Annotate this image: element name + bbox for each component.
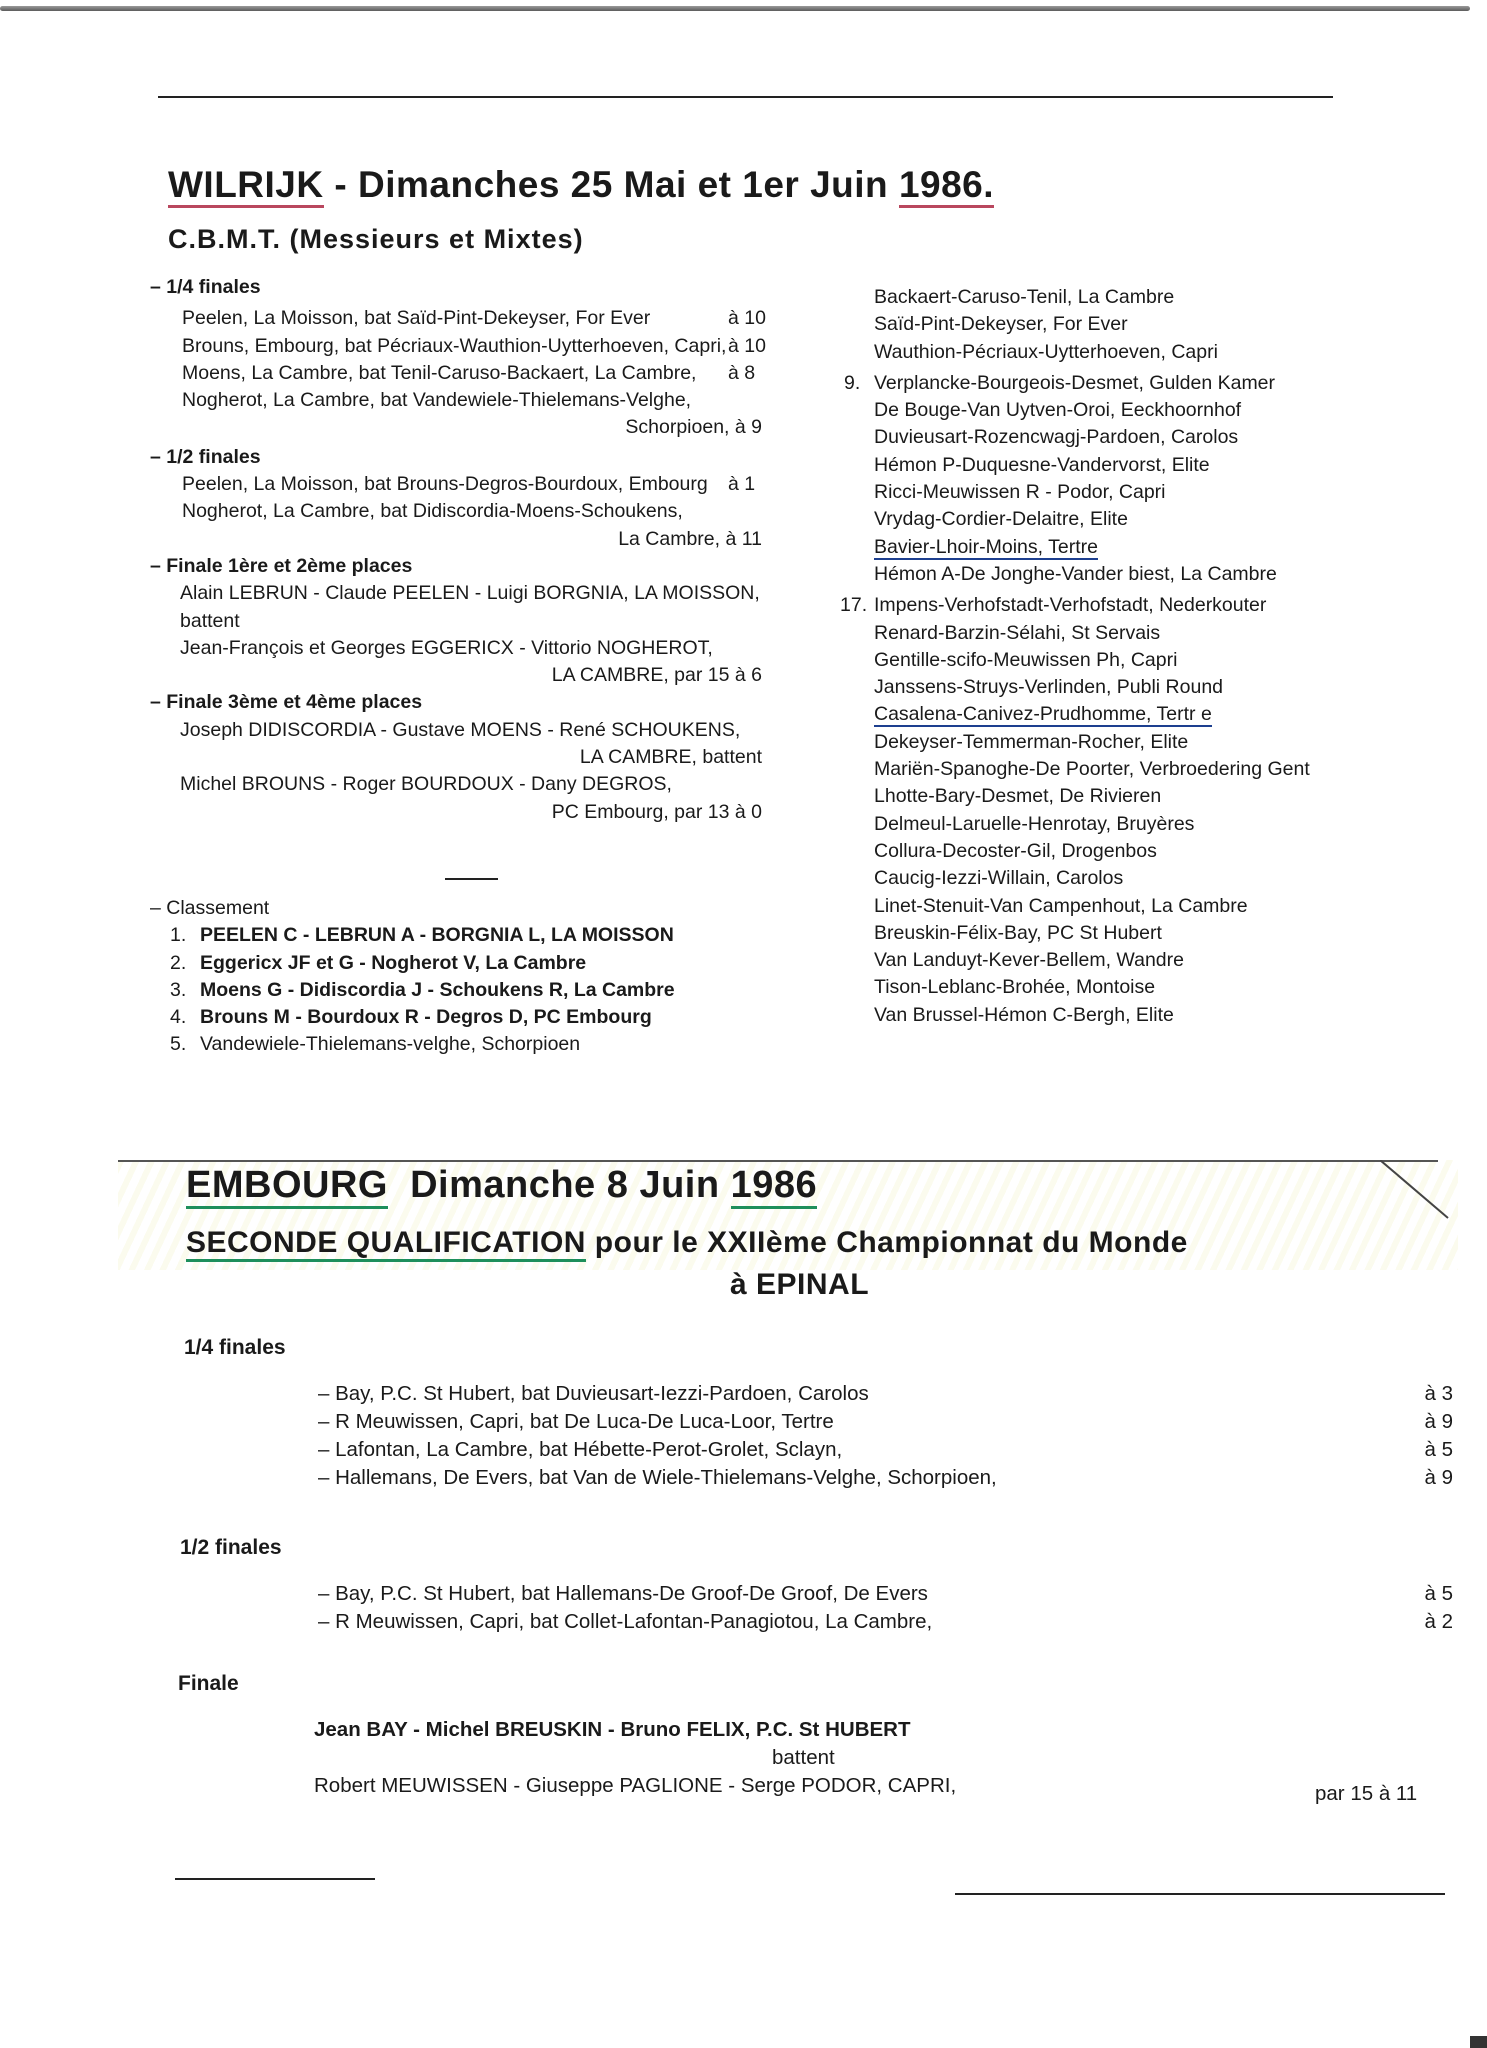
scan-top-edge [0,6,1470,11]
final12-heading: – Finale 1ère et 2ème places [150,554,413,577]
qualification-location: à EPINAL [730,1268,870,1301]
emb-semi-rows [318,1580,1453,1636]
top-rule [158,96,1333,98]
final-winners: Jean BAY - Michel BREUSKIN - Bruno FELIX, P.C. St HUBERT [314,1718,911,1741]
result-row: Peelen, La Moisson, bat Brouns-Degros-Bourdoux, Embourg à 1 [182,473,756,496]
wilrijk-year: 1986. [899,164,994,208]
wilrijk-subtitle: C.B.M.T. (Messieurs et Mixtes) [168,224,584,254]
result-row-cont: La Cambre, à 11 [618,527,762,550]
ranking-item: Lhotte-Bary-Desmet, De Rivieren [874,785,1162,808]
ranking-item: Delmeul-Laruelle-Henrotay, Bruyères [874,812,1195,835]
result-row: – Hallemans, De Evers, bat Van de Wiele-Thielemans-Velghe, Schorpioen, à 9 [318,1466,1453,1489]
wilrijk-right-column [840,284,1360,1029]
ranking-item: Van Brussel-Hémon C-Bergh, Elite [874,1003,1174,1026]
separator-short [445,878,498,880]
final34-heading: – Finale 3ème et 4ème places [150,691,423,714]
scan-corner-mark [1470,2036,1487,2048]
result-row: Nogherot, La Cambre, bat Vandewiele-Thielemans-Velghe, [182,389,692,412]
ranking-item: 5. Vandewiele-Thielemans-velghe, Schorpioen [170,1033,581,1056]
ranking-item: Mariën-Spanoghe-De Poorter, Verbroedering Gent [874,758,1310,781]
clipping-edge [118,1160,1438,1162]
ranking-item: Hémon P-Duquesne-Vandervorst, Elite [874,453,1210,476]
emb-semi-heading: 1/2 finales [180,1536,282,1559]
ranking-item: Renard-Barzin-Sélahi, St Servais [874,621,1161,644]
semi-heading: – 1/2 finales [150,445,261,468]
embourg-year: 1986 [731,1164,818,1209]
ranking-item: Tison-Leblanc-Brohée, Montoise [874,976,1156,999]
ranking-item-annotated: Bavier-Lhoir-Moins, Tertre [874,535,1098,558]
emb-quarter-rows [318,1380,1453,1492]
ranking-item: Breuskin-Félix-Bay, PC St Hubert [874,921,1162,944]
embourg-place: EMBOURG [186,1164,388,1209]
ranking-item: 4. Brouns M - Bourdoux R - Degros D, PC Embourg [170,1006,652,1029]
ranking-item: Van Landuyt-Kever-Bellem, Wandre [874,949,1184,972]
final34-winners: Joseph DIDISCORDIA - Gustave MOENS - René SCHOUKENS, [180,718,741,741]
final-losers: Robert MEUWISSEN - Giuseppe PAGLIONE - Serge PODOR, CAPRI, [314,1774,957,1797]
emb-final-heading: Finale [178,1672,239,1695]
ranking-item: Wauthion-Pécriaux-Uytterhoeven, Capri [874,340,1218,363]
final12-score: LA CAMBRE, par 15 à 6 [551,664,762,687]
ranking-item: Duvieusart-Rozencwagj-Pardoen, Carolos [874,426,1239,449]
ranking-item: Vrydag-Cordier-Delaitre, Elite [874,508,1128,531]
clipping-corner [1380,1160,1450,1220]
ranking-item: Ricci-Meuwissen R - Podor, Capri [874,481,1166,504]
final34-verb: LA CAMBRE, battent [579,746,762,769]
embourg-date: Dimanche 8 Juin [410,1164,731,1206]
ranking-item: Dekeyser-Temmerman-Rocher, Elite [874,730,1189,753]
embourg-title [186,1164,817,1207]
final-score: par 15 à 11 [1315,1782,1418,1805]
final-verb: battent [772,1746,835,1769]
ranking-item: Linet-Stenuit-Van Campenhout, La Cambre [874,894,1248,917]
result-row: – Bay, P.C. St Hubert, bat Hallemans-De Groof-De Groof, De Evers à 5 [318,1582,1453,1605]
ranking-item: Gentille-scifo-Meuwissen Ph, Capri [874,648,1178,671]
bottom-rule-left [175,1878,375,1880]
result-row: – R Meuwissen, Capri, bat Collet-Lafontan-Panagiotou, La Cambre, à 2 [318,1610,1453,1633]
ranking-item: Janssens-Struys-Verlinden, Publi Round [874,676,1224,699]
ranking-item: Caucig-Iezzi-Willain, Carolos [874,867,1124,890]
wilrijk-dates: - Dimanches 25 Mai et 1er Juin [323,164,899,205]
embourg-qualification [186,1226,1188,1260]
result-row-cont: Schorpioen, à 9 [625,416,762,439]
ranking-item: 17. Impens-Verhofstadt-Verhofstadt, Nederkouter [840,594,1267,617]
ranking-heading: – Classement [150,897,270,919]
final12-winners: Alain LEBRUN - Claude PEELEN - Luigi BORGNIA, LA MOISSON, [180,582,760,605]
bottom-rule-right [955,1893,1445,1895]
ranking-item-annotated: Casalena-Canivez-Prudhomme, Tertr e [874,703,1212,726]
result-row: Nogherot, La Cambre, bat Didiscordia-Moens-Schoukens, [182,500,683,523]
ranking-item: Saïd-Pint-Dekeyser, For Ever [874,313,1128,336]
ranking-item: Collura-Decoster-Gil, Drogenbos [874,839,1157,862]
qualification-label: SECONDE QUALIFICATION [186,1226,586,1262]
result-row: Brouns, Embourg, bat Pécriaux-Wauthion-Uytterhoeven, Capri, à 10 [182,334,766,357]
wilrijk-title [168,164,994,206]
quarter-heading: – 1/4 finales [150,276,261,298]
ranking-item: 3. Moens G - Didiscordia J - Schoukens R, La Cambre [170,978,675,1001]
result-row: – R Meuwissen, Capri, bat De Luca-De Luca-Loor, Tertre à 9 [318,1410,1453,1433]
qualification-desc: pour le XXIIème Championnat du Monde [585,1226,1188,1259]
final34-score: PC Embourg, par 13 à 0 [551,800,762,823]
result-row: – Lafontan, La Cambre, bat Hébette-Perot-Grolet, Sclayn, à 5 [318,1438,1453,1461]
final12-verb: battent [180,609,240,632]
result-row: – Bay, P.C. St Hubert, bat Duvieusart-Iezzi-Pardoen, Carolos à 3 [318,1382,1453,1405]
emb-quarter-heading: 1/4 finales [184,1336,286,1359]
ranking-item: 9. Verplancke-Bourgeois-Desmet, Gulden Kamer [844,371,1276,394]
ranking-item: Hémon A-De Jonghe-Vander biest, La Cambre [874,562,1277,585]
result-row: Peelen, La Moisson, bat Saïd-Pint-Dekeyser, For Ever à 10 [182,307,766,330]
ranking-item: De Bouge-Van Uytven-Oroi, Eeckhoornhof [874,399,1242,422]
ranking-item: 2. Eggericx JF et G - Nogherot V, La Cambre [170,951,587,974]
ranking [150,895,710,1059]
final12-losers: Jean-François et Georges EGGERICX - Vittorio NOGHEROT, [180,636,713,659]
final34-losers: Michel BROUNS - Roger BOURDOUX - Dany DEGROS, [180,773,672,796]
wilrijk-left-column [150,274,790,826]
ranking-item: 1. PEELEN C - LEBRUN A - BORGNIA L, LA MOISSON [170,924,674,947]
wilrijk-place: WILRIJK [168,164,324,208]
ranking-item: Backaert-Caruso-Tenil, La Cambre [874,286,1175,308]
result-row: Moens, La Cambre, bat Tenil-Caruso-Backaert, La Cambre, à 8 [182,361,756,384]
